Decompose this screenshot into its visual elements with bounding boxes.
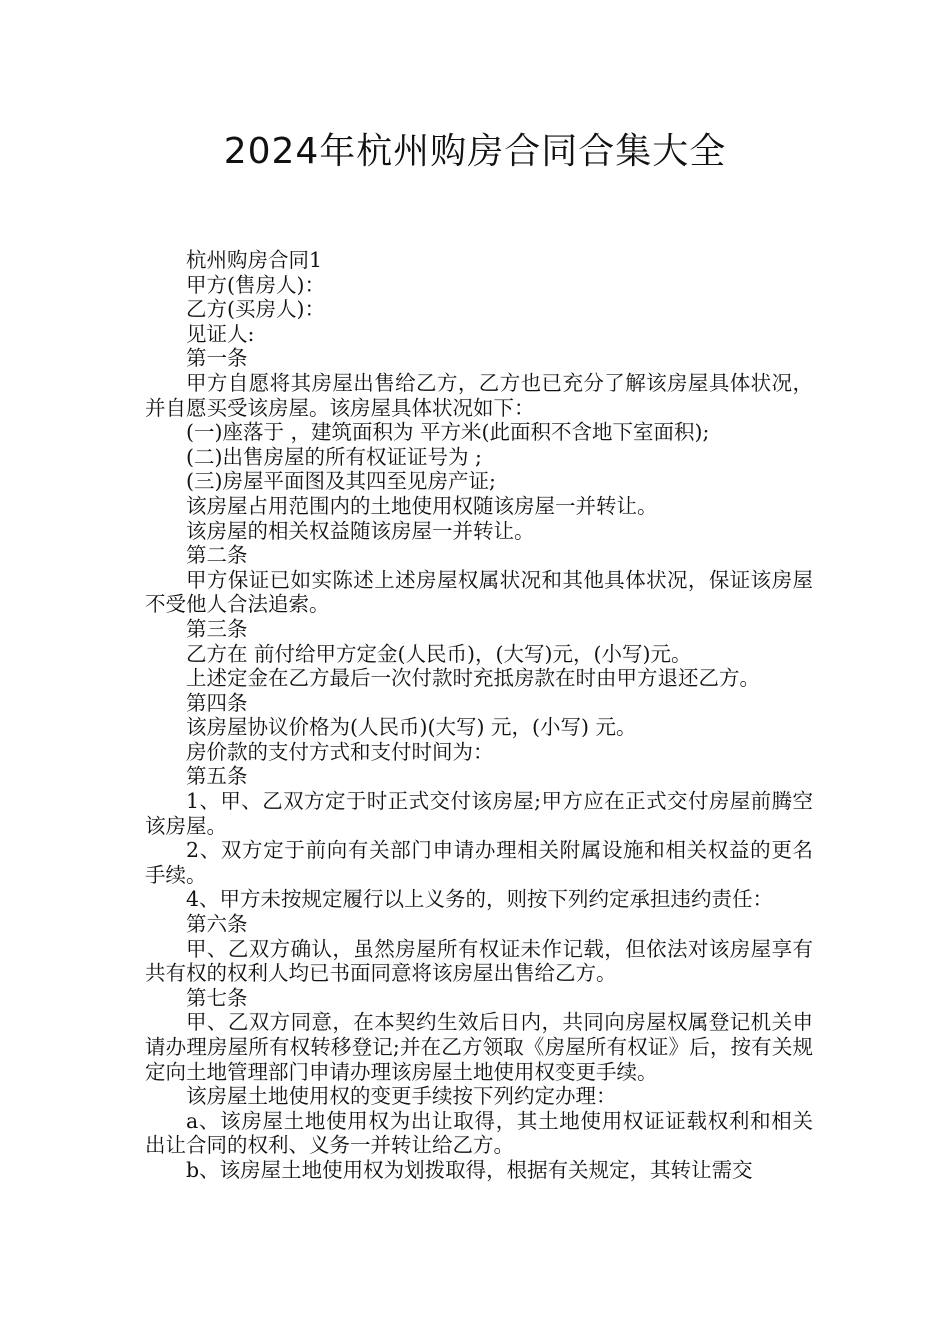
paragraph: 该房屋占用范围内的土地使用权随该房屋一并转让。: [186, 493, 658, 518]
article-4-heading: 第四条: [186, 690, 248, 715]
article-1-heading: 第一条: [186, 346, 248, 371]
buyer-line: 乙方(买房人)：: [186, 297, 325, 322]
paragraph: a、该房屋土地使用权为出让取得，其土地使用权证证载权利和相关出让合同的权利、义务一并转让给乙方。: [145, 1108, 813, 1158]
paragraph: 4、甲方未按规定履行以上义务的，则按下列约定承担违约责任：: [186, 887, 774, 912]
paragraph: 1、甲、乙双方定于时正式交付该房屋;甲方应在正式交付房屋前腾空该房屋。: [145, 789, 813, 838]
paragraph: (一)座落于 ，建筑面积为 平方米(此面积不含地下室面积);: [186, 420, 710, 445]
document-body: [145, 248, 813, 1183]
article-7-heading: 第七条: [186, 985, 248, 1010]
paragraph: 该房屋协议价格为(人民币)(大写) 元，(小写) 元。: [186, 715, 637, 740]
paragraph: b、该房屋土地使用权为划拨取得，根据有关规定，其转让需交: [186, 1157, 753, 1182]
document-title: 2024年杭州购房合同合集大全: [223, 131, 727, 172]
article-6-heading: 第六条: [186, 912, 248, 937]
contract-heading: 杭州购房合同1: [186, 248, 323, 272]
seller-line: 甲方(售房人)：: [186, 272, 325, 297]
paragraph: (三)房屋平面图及其四至见房产证;: [186, 469, 496, 494]
paragraph: 2、双方定于前向有关部门申请办理相关附属设施和相关权益的更名手续。: [145, 838, 813, 887]
article-3-heading: 第三条: [186, 616, 248, 641]
paragraph: 甲、乙双方确认，虽然房屋所有权证未作记载，但依法对该房屋享有共有权的权利人均已书面同意将该房屋出售给乙方。: [145, 936, 813, 986]
paragraph: 该房屋土地使用权的变更手续按下列约定办理：: [186, 1084, 617, 1109]
paragraph: 甲方保证已如实陈述上述房屋权属状况和其他具体状况，保证该房屋不受他人合法追索。: [145, 567, 813, 617]
paragraph: 上述定金在乙方最后一次付款时充抵房款在时由甲方退还乙方。: [186, 666, 760, 691]
paragraph: 该房屋的相关权益随该房屋一并转让。: [186, 518, 535, 543]
paragraph: 房价款的支付方式和支付时间为：: [186, 739, 494, 764]
paragraph: 甲方自愿将其房屋出售给乙方，乙方也已充分了解该房屋具体状况，并自愿买受该房屋。该房屋具体状况如下：: [145, 370, 813, 420]
article-2-heading: 第二条: [186, 543, 248, 568]
paragraph: 乙方在 前付给甲方定金(人民币)，(大写)元，(小写)元。: [186, 641, 692, 666]
article-5-heading: 第五条: [186, 764, 248, 789]
paragraph: 甲、乙双方同意，在本契约生效后日内，共同向房屋权属登记机关申请办理房屋所有权转移登记;并在乙方领取《房屋所有权证》后，按有关规定向土地管理部门申请办理该房屋土地使用权变更手续。: [145, 1010, 813, 1084]
witness-line: 见证人:: [186, 321, 255, 346]
paragraph: (二)出售房屋的所有权证证号为 ;: [186, 444, 482, 469]
